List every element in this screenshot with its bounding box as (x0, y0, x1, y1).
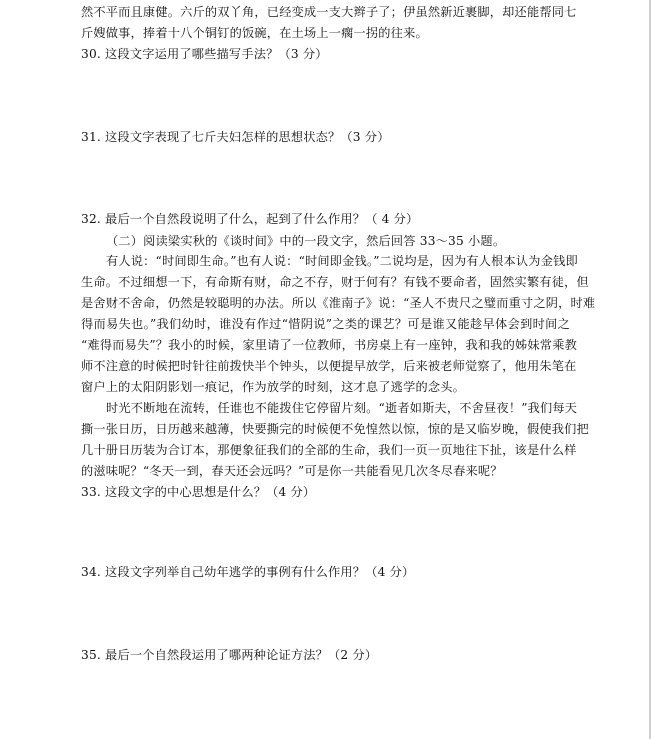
essay-line: 得而易失也。”我们幼时，谁没有作过“惜阴说”之类的课艺？可是谁又能趁早体会到时间之 (81, 317, 570, 331)
passage-line: 然不平而且康健。六斤的双丫角，已经变成一支大辫子了；伊虽然新近裹脚，却还能帮同七 (81, 5, 577, 19)
essay-line: 几十册日历装为合订本，那便象征我们的全部的生命，我们一页一页地往下扯，该是什么样 (81, 443, 577, 457)
question-33: 33. 这段文字的中心思想是什么？（4 分） (81, 485, 316, 499)
passage-line: 斤嫂做事，捧着十八个铜钉的饭碗，在土场上一瘸一拐的往来。 (81, 26, 428, 40)
question-34: 34. 这段文字列举自己幼年逃学的事例有什么作用？（4 分） (81, 565, 415, 579)
question-35: 35. 最后一个自然段运用了哪两种论证方法？（2 分） (81, 648, 378, 662)
question-30: 30. 这段文字运用了哪些描写手法？（3 分） (81, 47, 328, 61)
essay-line: 生命。不过细想一下，有命斯有财，命之不存，财于何有？有钱不要命者，固然实繁有徒，但 (81, 275, 589, 289)
question-31: 31. 这段文字表现了七斤夫妇怎样的思想状态？（3 分） (81, 130, 390, 144)
essay-line: 撕一张日历，日历越来越薄，快要撕完的时候便不免惶然以惊，惊的是又临岁晚，假使我们把 (81, 422, 589, 436)
essay-line: 师不注意的时候把时针往前拨快半个钟头，以便提早放学，后来被老师觉察了，他用朱笔在 (81, 359, 577, 373)
question-32: 32. 最后一个自然段说明了什么，起到了什么作用？（ 4 分） (81, 212, 419, 226)
essay-line: 是舍财不舍命，仍然是较聪明的办法。所以《淮南子》说：“圣人不贵尺之璧而重寸之阴，时难 (81, 296, 596, 310)
essay-line: 的滋味呢？“冬天一到，春天还会远吗？”可是你一共能看见几次冬尽春来呢？ (81, 464, 503, 478)
essay-line: 时光不断地在流转，任谁也不能拨住它停留片刻。“逝者如斯夫，不舍昼夜！”我们每天 (106, 401, 578, 415)
essay-line: “难得而易失”？我小的时候，家里请了一位教师，书房桌上有一座钟，我和我的姊妹常乘教 (81, 338, 577, 352)
section-heading: （二）阅读梁实秋的《谈时间》中的一段文字，然后回答 33～35 小题。 (106, 234, 506, 248)
essay-line: 窗户上的太阳阴影划一痕记，作为放学的时刻，这才息了逃学的念头。 (81, 380, 466, 394)
essay-line: 有人说：“时间即生命。”也有人说：“时间即金钱。”二说均是，因为有人根本认为金钱即 (106, 254, 578, 268)
